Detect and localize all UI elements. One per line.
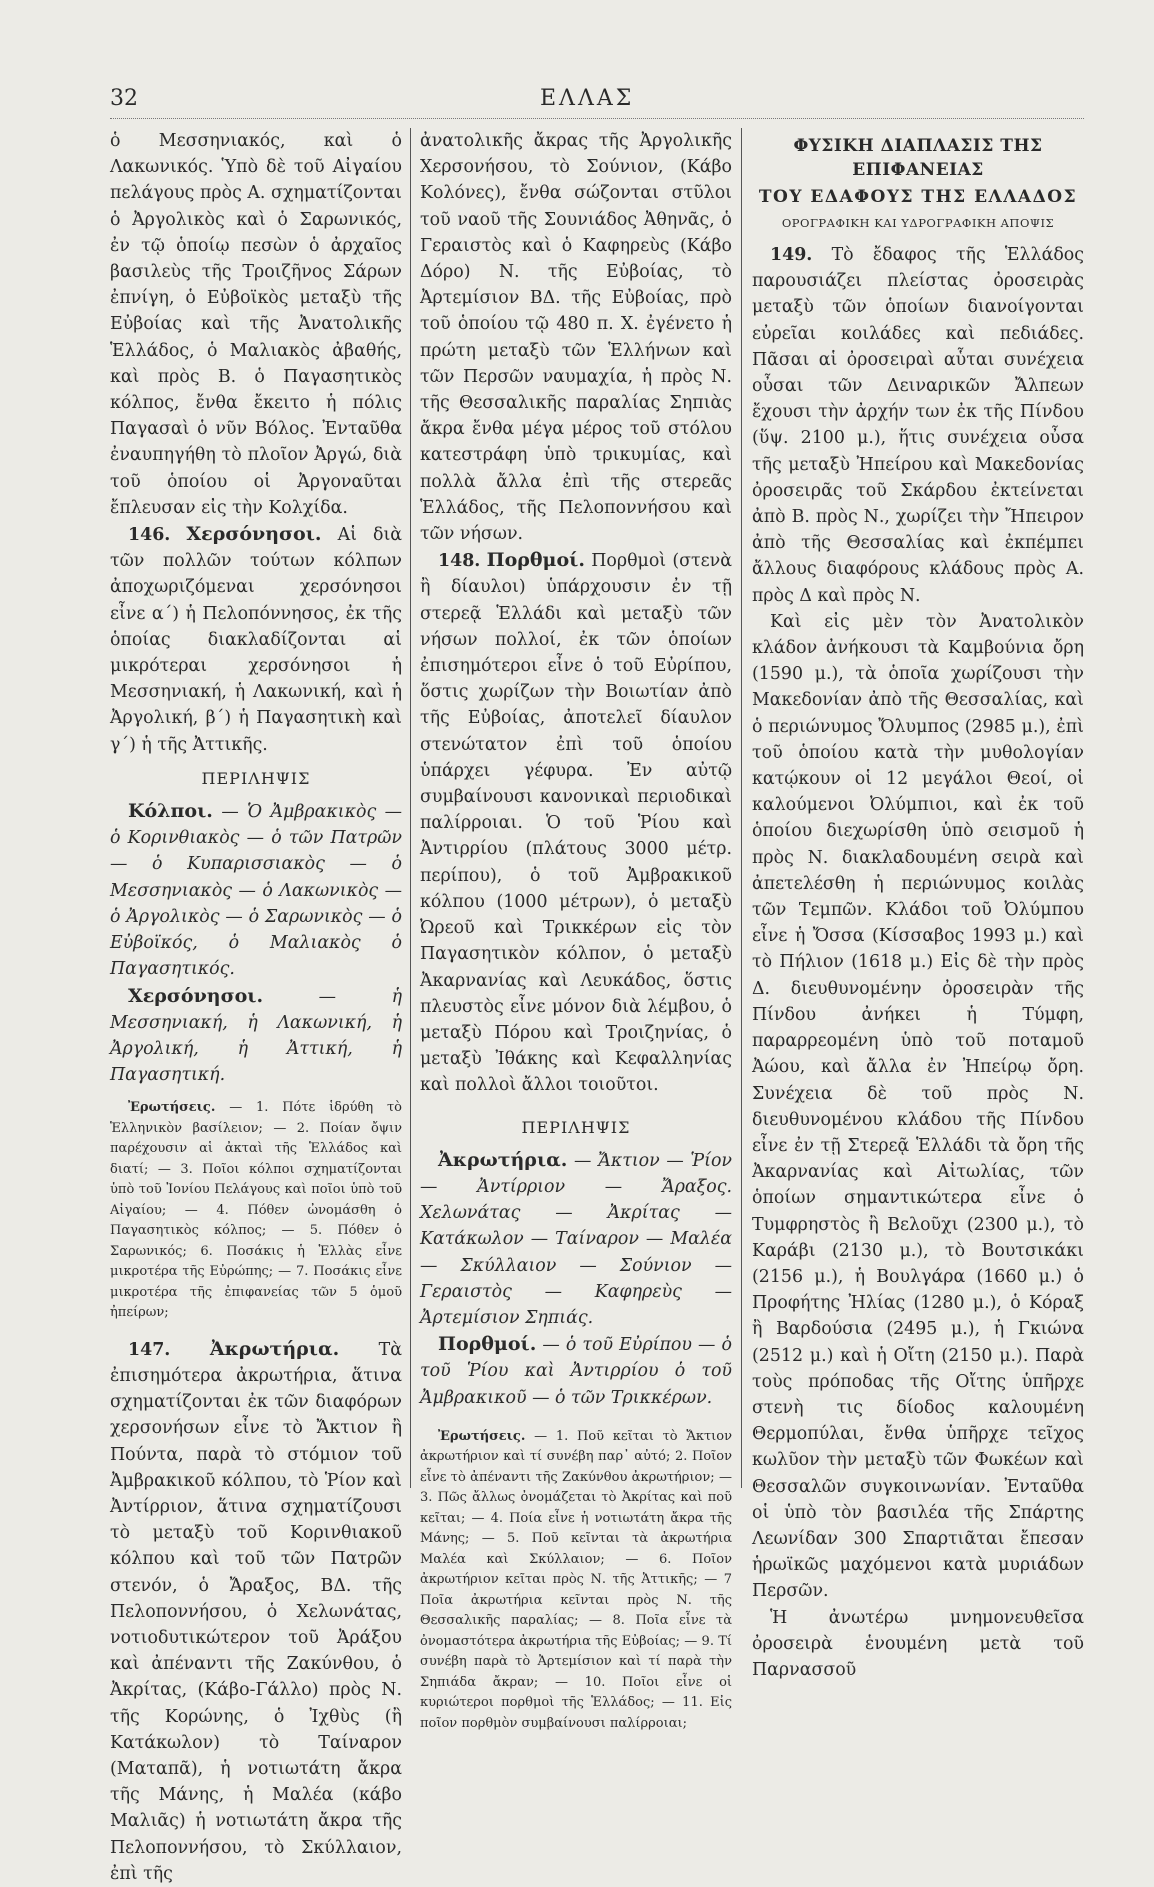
section-heading: Πορθμοί. [486, 549, 585, 572]
summary-title: ΠΕΡΙΛΗΨΙΣ [521, 1117, 631, 1137]
section-text: Τὸ ἔδαφος τῆς Ἑλλάδος παρουσιάζει πλείστας ὀροσειρὰς μεταξὺ τῶν ὁποίων διανοίγονται εὐρεῖαι κοιλάδες καὶ πεδιάδες. Πᾶσαι αἱ ὀροσειραὶ αὗται συνέχεια οὖσαι τῶν Δειναρικῶν Ἄλπεων ἔχουσι τὴν ἀρχήν των ἐκ τῆς Πίνδου (ὕψ. 2100 μ.), ἥτις συνέχεια οὖσα τῆς μεταξὺ Ἠπείρου καὶ Μακεδονίας ὀροσειρᾶς τοῦ Σκάρδου ἐκτείνεται ἀπὸ Β. πρὸς Ν., χωρίζει τὴν Ἤπειρον ἀπὸ τῆς Θεσσαλίας καὶ ἐκπέμπει ἄλλους διαφόρους κλάδους πρὸς Α. πρὸς Δ καὶ πρὸς Ν. [752, 245, 1085, 606]
section-number: 147. [128, 1339, 171, 1360]
questions-block [110, 1098, 402, 1324]
section-number: 146. [128, 525, 171, 546]
text-column-3 [752, 128, 1085, 1680]
section-heading: Ἀκρωτήρια. [209, 1337, 340, 1360]
questions-label: Ἐρωτήσεις. [128, 1100, 216, 1116]
section-number: 148. [438, 551, 481, 572]
summary-heading: Πορθμοί. [438, 1333, 537, 1356]
section-149 [752, 242, 1084, 609]
summary-kolpoi [110, 798, 402, 982]
column-divider-right [741, 128, 742, 1488]
section-148 [420, 547, 732, 1098]
summary-heading: Χερσόνησοι. [128, 984, 264, 1007]
section-146 [110, 521, 402, 758]
paragraph: Καὶ εἰς μὲν τὸν Ἀνατολικὸν κλάδον ἀνήκουσι τὰ Καμβούνια ὄρη (1590 μ.), τὰ ὁποῖα χωρίζουσι τὴν Μακεδονίαν ἀπὸ τῆς Θεσσαλίας, καὶ ὁ περιώνυμος Ὄλυμπος (2985 μ.), ἐπὶ τοῦ ὁποίου κατὰ τὴν μυθολογίαν κατῴκουν οἱ 12 μεγάλοι Θεοί, οἱ καλούμενοι Ὀλύμπιοι, καὶ ἐκ τοῦ ὁποίου διεχωρίσθη ὑπὸ σεισμοῦ ἡ πρὸς Ν. διακλαδουμένη σειρὰ καὶ ἀπετελέσθη ἡ περιώνυμος κοιλὰς τῶν Τεμπῶν. Κλάδοι τοῦ Ὀλύμπου εἶνε ἡ Ὄσσα (Κίσσαβος 1993 μ.) καὶ τὸ Πήλιον (1618 μ.) Εἰς δὲ τὴν πρὸς Δ. διευθυνομένην ὀροσειρὰν τῆς Πίνδου ἀνήκει ἡ Τύμφη, παραρρεομένη ὑπὸ τοῦ ποταμοῦ Ἀώου, καὶ ἄλλα ἐν Ἠπείρῳ ὄρη. Συνέχεια δὲ τοῦ πρὸς Ν. διευθυνομένου κλάδου τῆς Πίνδου εἶνε ἐν τῇ Στερεᾷ Ἑλλάδι τὰ ὄρη τῆς Ἀκαρνανίας καὶ Αἰτωλίας, τῶν ὁποίων σημαντικώτερα εἶνε ὁ Τυμφρηστὸς ἢ Βελοῦχι (2300 μ.), τὸ Καράβι (2130 μ.), τὸ Βουτσικάκι (2156 μ.), ἡ Βουλγάρα (1660 μ.) ὁ Προφήτης Ἠλίας (1280 μ.), ὁ Κόραξ ἢ Βαρδούσια (2495 μ.), ἡ Γκιώνα (2512 μ.) καὶ ἡ Οἴτη (2150 μ.). Παρὰ τοὺς πρόποδας τῆς Οἴτης ὑπῆρχε στενὴ τις δίοδος καλουμένη Θερμοπύλαι, ἔνθα ὑπῆρχε τεῖχος κωλῦον τὴν μεταξὺ τῶν Φωκέων καὶ Θεσσαλῶν συγκοινωνίαν. Ἐνταῦθα οἱ ὑπὸ τὸν βασιλέα τῆς Σπάρτης Λεωνίδαν 300 Σπαρτιᾶται ἔπεσαν ἡρωϊκῶς μαχόμενοι κατὰ μυριάδων Περσῶν. [752, 611, 1084, 1602]
page-number: 32 [110, 86, 138, 111]
summary-chersonisoi [110, 983, 402, 1089]
column-divider-left [410, 128, 411, 1488]
paragraph: Ἡ ἀνωτέρω μνημονευθεῖσα ὀροσειρὰ ἑνουμένη μετὰ τοῦ Παρνασσοῦ [752, 1607, 1084, 1680]
running-title: ΕΛΛΑΣ [540, 86, 635, 111]
text-column-1 [110, 128, 403, 1884]
chapter-title-line2: ΤΟΥ ΕΔΑΦΟΥΣ ΤΗΣ ΕΛΛΑΔΟΣ [758, 187, 1078, 207]
summary-heading: Κόλποι. [128, 800, 213, 823]
summary-akrotiria [420, 1147, 732, 1331]
section-text: Τὰ ἐπισημότερα ἀκρωτήρια, ἅτινα σχηματίζονται ἐκ τῶν διαφόρων χερσονήσων εἶνε τὸ Ἄκτιον ἢ Πούντα, παρὰ τὸ στόμιον τοῦ Ἀμβρακικοῦ κόλπου, τὸ Ῥίον καὶ Ἀντίρριον, ἅτινα σχηματίζουσι τὸ μεταξὺ τοῦ Κορινθιακοῦ κόλπου καὶ τοῦ τῶν Πατρῶν στενόν, ὁ Ἄραξος, ΒΔ. τῆς Πελοποννήσου, ὁ Χελωνάτας, νοτιοδυτικώτερον τοῦ Ἀράξου καὶ ἀπέναντι τῆς Ζακύνθου, ὁ Ἀκρίτας, (Κάβο-Γάλλο) πρὸς Ν. τῆς Κορώνης, ὁ Ἰχθὺς (ἢ Κατάκωλον) τὸ Ταίναρον (Ματαπᾶ), ἡ νοτιωτάτη ἄκρα τῆς Μάνης, ἡ Μαλέα (κάβο Μαλιᾶς) ἡ νοτιωτάτη ἄκρα τῆς Πελοποννήσου, τὸ Σκύλλαιον, ἐπὶ τῆς [110, 1339, 403, 1884]
paragraph: ἀνατολικῆς ἄκρας τῆς Ἀργολικῆς Χερσονήσου, τὸ Σούνιον, (Κάβο Κολόνες), ἔνθα σώζονται στῦλοι τοῦ ναοῦ τῆς Σουνιάδος Ἀθηνᾶς, ὁ Γεραιστὸς καὶ ὁ Καφηρεὺς (Κάβο Δόρο) Ν. τῆς Εὐβοίας, τὸ Ἀρτεμίσιον ΒΔ. τῆς Εὐβοίας, πρὸ τοῦ ὁποίου τῷ 480 π. Χ. ἐγένετο ἡ πρώτη μεταξὺ τῶν Ἑλλήνων καὶ τῶν Περσῶν ναυμαχία, ἡ πρὸς Ν. τῆς Θεσσαλικῆς παραλίας Σηπιὰς ἄκρα ἔνθα μέγα μέρος τοῦ στόλου κατεστράφη ὑπὸ τρικυμίας, καὶ πολλὰ ἄλλα ἐπὶ τῆς στερεᾶς Ἑλλάδος, τῆς Πελοποννήσου καὶ τῶν νήσων. [420, 131, 732, 545]
section-number: 149. [770, 245, 813, 265]
page-header [0, 0, 1154, 120]
questions-text: — 1. Ποῦ κεῖται τὸ Ἄκτιον ἀκρωτήριον καὶ τί συνέβη παρ᾽ αὐτό; 2. Ποῖον εἶνε τὸ ἀπέναντι τῆς Ζακύνθου ἀκρωτήριον; — 3. Πῶς ἄλλως ὀνομάζεται τὸ Ἀκρίτας καὶ ποῦ κεῖται; — 4. Ποία εἶνε ἡ νοτιωτάτη ἄκρα τῆς Μάνης; — 5. Ποῦ κεῖνται τὰ ἀκρωτήρια Μαλέα καὶ Σκύλλαιον; — 6. Ποῖον ἀκρωτήριον κεῖται πρὸς Ν. τῆς Ἀττικῆς; — 7 Ποῖα ἀκρωτήρια κεῖνται πρὸς Ν. τῆς Θεσσαλικῆς παραλίας; — 8. Ποῖα εἶνε τὰ ὀνομαστότερα ἀκρωτήρια τῆς Εὐβοίας; — 9. Τί συνέβη παρὰ τὸ Ἀρτεμίσιον καὶ τί παρὰ τὴν Σηπιάδα ἄκραν; — 10. Ποῖοι εἶνε οἱ κυριώτεροι πορθμοὶ τῆς Ἑλλάδος; — 11. Εἰς ποῖον πορθμὸν συμβαίνουσι παλίρροιαι; [420, 1428, 733, 1731]
summary-text: — Ἄκτιον — Ῥίον — Ἀντίρριον — Ἄραξος. Χελωνάτας — Ἀκρίτας — Κατάκωλον — Ταίναρον — Μαλέα — Σκύλλαιον — Σούνιον — Γεραιστὸς — Καφηρεὺς — Ἀρτεμίσιον Σηπιάς. [420, 1150, 732, 1328]
questions-text: — 1. Πότε ἱδρύθη τὸ Ἑλληνικὸν βασίλειον; — 2. Ποίαν ὄψιν παρέχουσιν αἱ ἀκταὶ τῆς Ἑλλάδος καὶ διατί; — 3. Ποῖοι κόλποι σχηματίζονται ὑπὸ τοῦ Ἰονίου Πελάγους καὶ ποῖοι ὑπὸ τοῦ Αἰγαίου; — 4. Πόθεν ὠνομάσθη ὁ Παγασητικὸς κόλπος; — 5. Πόθεν ὁ Σαρωνικός; 6. Ποσάκις ἡ Ἑλλὰς εἶνε μικροτέρα τῆς Εὐρώπης; — 7. Ποσάκις εἶνε μικροτέρα τῆς ἐπιφανείας τῶν 5 ὁμοῦ ἠπείρων; [110, 1100, 402, 1321]
summary-porthmoi [420, 1331, 732, 1411]
summary-text: — ἡ Μεσσηνιακή, ἡ Λακωνική, ἡ Ἀργολική, ἡ Ἀττική, ἡ Παγασητική. [110, 986, 403, 1086]
section-text: Αἱ διὰ τῶν πολλῶν τούτων κόλπων ἀποχωριζόμεναι χερσόνησοι εἶνε α΄) ἡ Πελοπόννησος, ἐκ τῆς ὁποίας διακλαδίζονται αἱ μικρότεραι χερσόνησοι ἡ Μεσσηνιακή, ἡ Λακωνική, καὶ ἡ Ἀργολική, β΄) ἡ Παγασητικὴ καὶ γ΄) ἡ τῆς Ἀττικῆς. [110, 525, 403, 755]
text-column-2 [420, 128, 733, 1731]
chapter-title: ΦΥΣΙΚΗ ΔΙΑΠΛΑΣΙΣ ΤΗΣ ΕΠΙΦΑΝΕΙΑΣ [793, 136, 1043, 180]
summary-heading: Ἀκρωτήρια. [438, 1148, 568, 1171]
chapter-subtitle: ΟΡΟΓΡΑΦΙΚΗ ΚΑΙ ΥΔΡΟΓΡΑΦΙΚΗ ΑΠΟΨΙΣ [781, 216, 1055, 230]
paragraph: ὁ Μεσσηνιακός, καὶ ὁ Λακωνικός. Ὑπὸ δὲ τοῦ Αἰγαίου πελάγους πρὸς Α. σχηματίζονται ὁ Ἀργολικὸς καὶ ὁ Σαρωνικός, ἐν τῷ ὁποίῳ πεσὼν ὁ ἀρχαῖος βασιλεὺς τῆς Τροιζῆνος Σάρων ἐπνίγη, ὁ Εὐβοϊκὸς μεταξὺ τῆς Εὐβοίας καὶ τῆς Ἀνατολικῆς Ἑλλάδος, ὁ Μαλιακὸς ἀβαθής, καὶ πρὸς Β. ὁ Παγασητικὸς κόλπος, ἔνθα ἔκειτο ἡ πόλις Παγασαὶ ὁ νῦν Βόλος. Ἐνταῦθα ἐναυπηγήθη τὸ πλοῖον Ἀργώ, διὰ τοῦ ὁποίου οἱ Ἀργοναῦται ἔπλευσαν εἰς τὴν Κολχίδα. [110, 131, 402, 518]
questions-label: Ἐρωτήσεις. [438, 1428, 526, 1444]
questions-block [420, 1427, 732, 1735]
section-heading: Χερσόνησοι. [186, 523, 322, 546]
section-147 [110, 1336, 402, 1887]
summary-text: — ὁ τοῦ Εὐρίπου — ὁ τοῦ Ῥίου καὶ Ἀντιρρίου ὁ τοῦ Ἀμβρακικοῦ — ὁ τῶν Τρικκέρων. [420, 1335, 732, 1408]
summary-title: ΠΕΡΙΛΗΨΙΣ [201, 768, 311, 788]
section-text: Πορθμοὶ (στενὰ ἢ δίαυλοι) ὑπάρχουσιν ἐν τῇ στερεᾷ Ἑλλάδι καὶ μεταξὺ τῶν νήσων πολλοί, ἐκ τῶν ὁποίων ἐπισημότεροι εἶνε ὁ τοῦ Εὐρίπου, ὅστις χωρίζων τὴν Βοιωτίαν ἀπὸ τῆς Εὐβοίας, ἀποτελεῖ δίαυλον στενώτατον ἐπὶ τοῦ ὁποίου ὑπάρχει γέφυρα. Ἐν αὐτῷ συμβαίνουσι κανονικαὶ περιοδικαὶ παλίρροιαι. Ὁ τοῦ Ῥίου καὶ Ἀντιρρίου (πλάτους 3000 μέτρ. περίπου), ὁ τοῦ Ἀμβρακικοῦ κόλπου (1000 μέτρων), ὁ μεταξὺ Ὠρεοῦ καὶ Τρικκέρων εἰς τὸν Παγασητικὸν κόλπον, ὁ μεταξὺ Ἀκαρνανίας καὶ Λευκάδος, ὅστις πλευστὸς εἶνε μόνον διὰ λέμβου, ὁ μεταξὺ Πόρου καὶ Τροιζηνίας, ὁ μεταξὺ Ἰθάκης καὶ Κεφαλληνίας καὶ πολλοὶ ἄλλοι τοιοῦτοι. [420, 551, 732, 1096]
header-rule [110, 118, 1084, 119]
summary-text: — Ὁ Ἀμβρακικὸς — ὁ Κορινθιακὸς — ὁ τῶν Πατρῶν — ὁ Κυπαρισσιακὸς — ὁ Μεσσηνιακὸς — ὁ Λακωνικὸς — ὁ Ἀργολικὸς — ὁ Σαρωνικὸς — ὁ Εὐβοϊκός, ὁ Μαλιακὸς ὁ Παγασητικός. [110, 802, 403, 980]
